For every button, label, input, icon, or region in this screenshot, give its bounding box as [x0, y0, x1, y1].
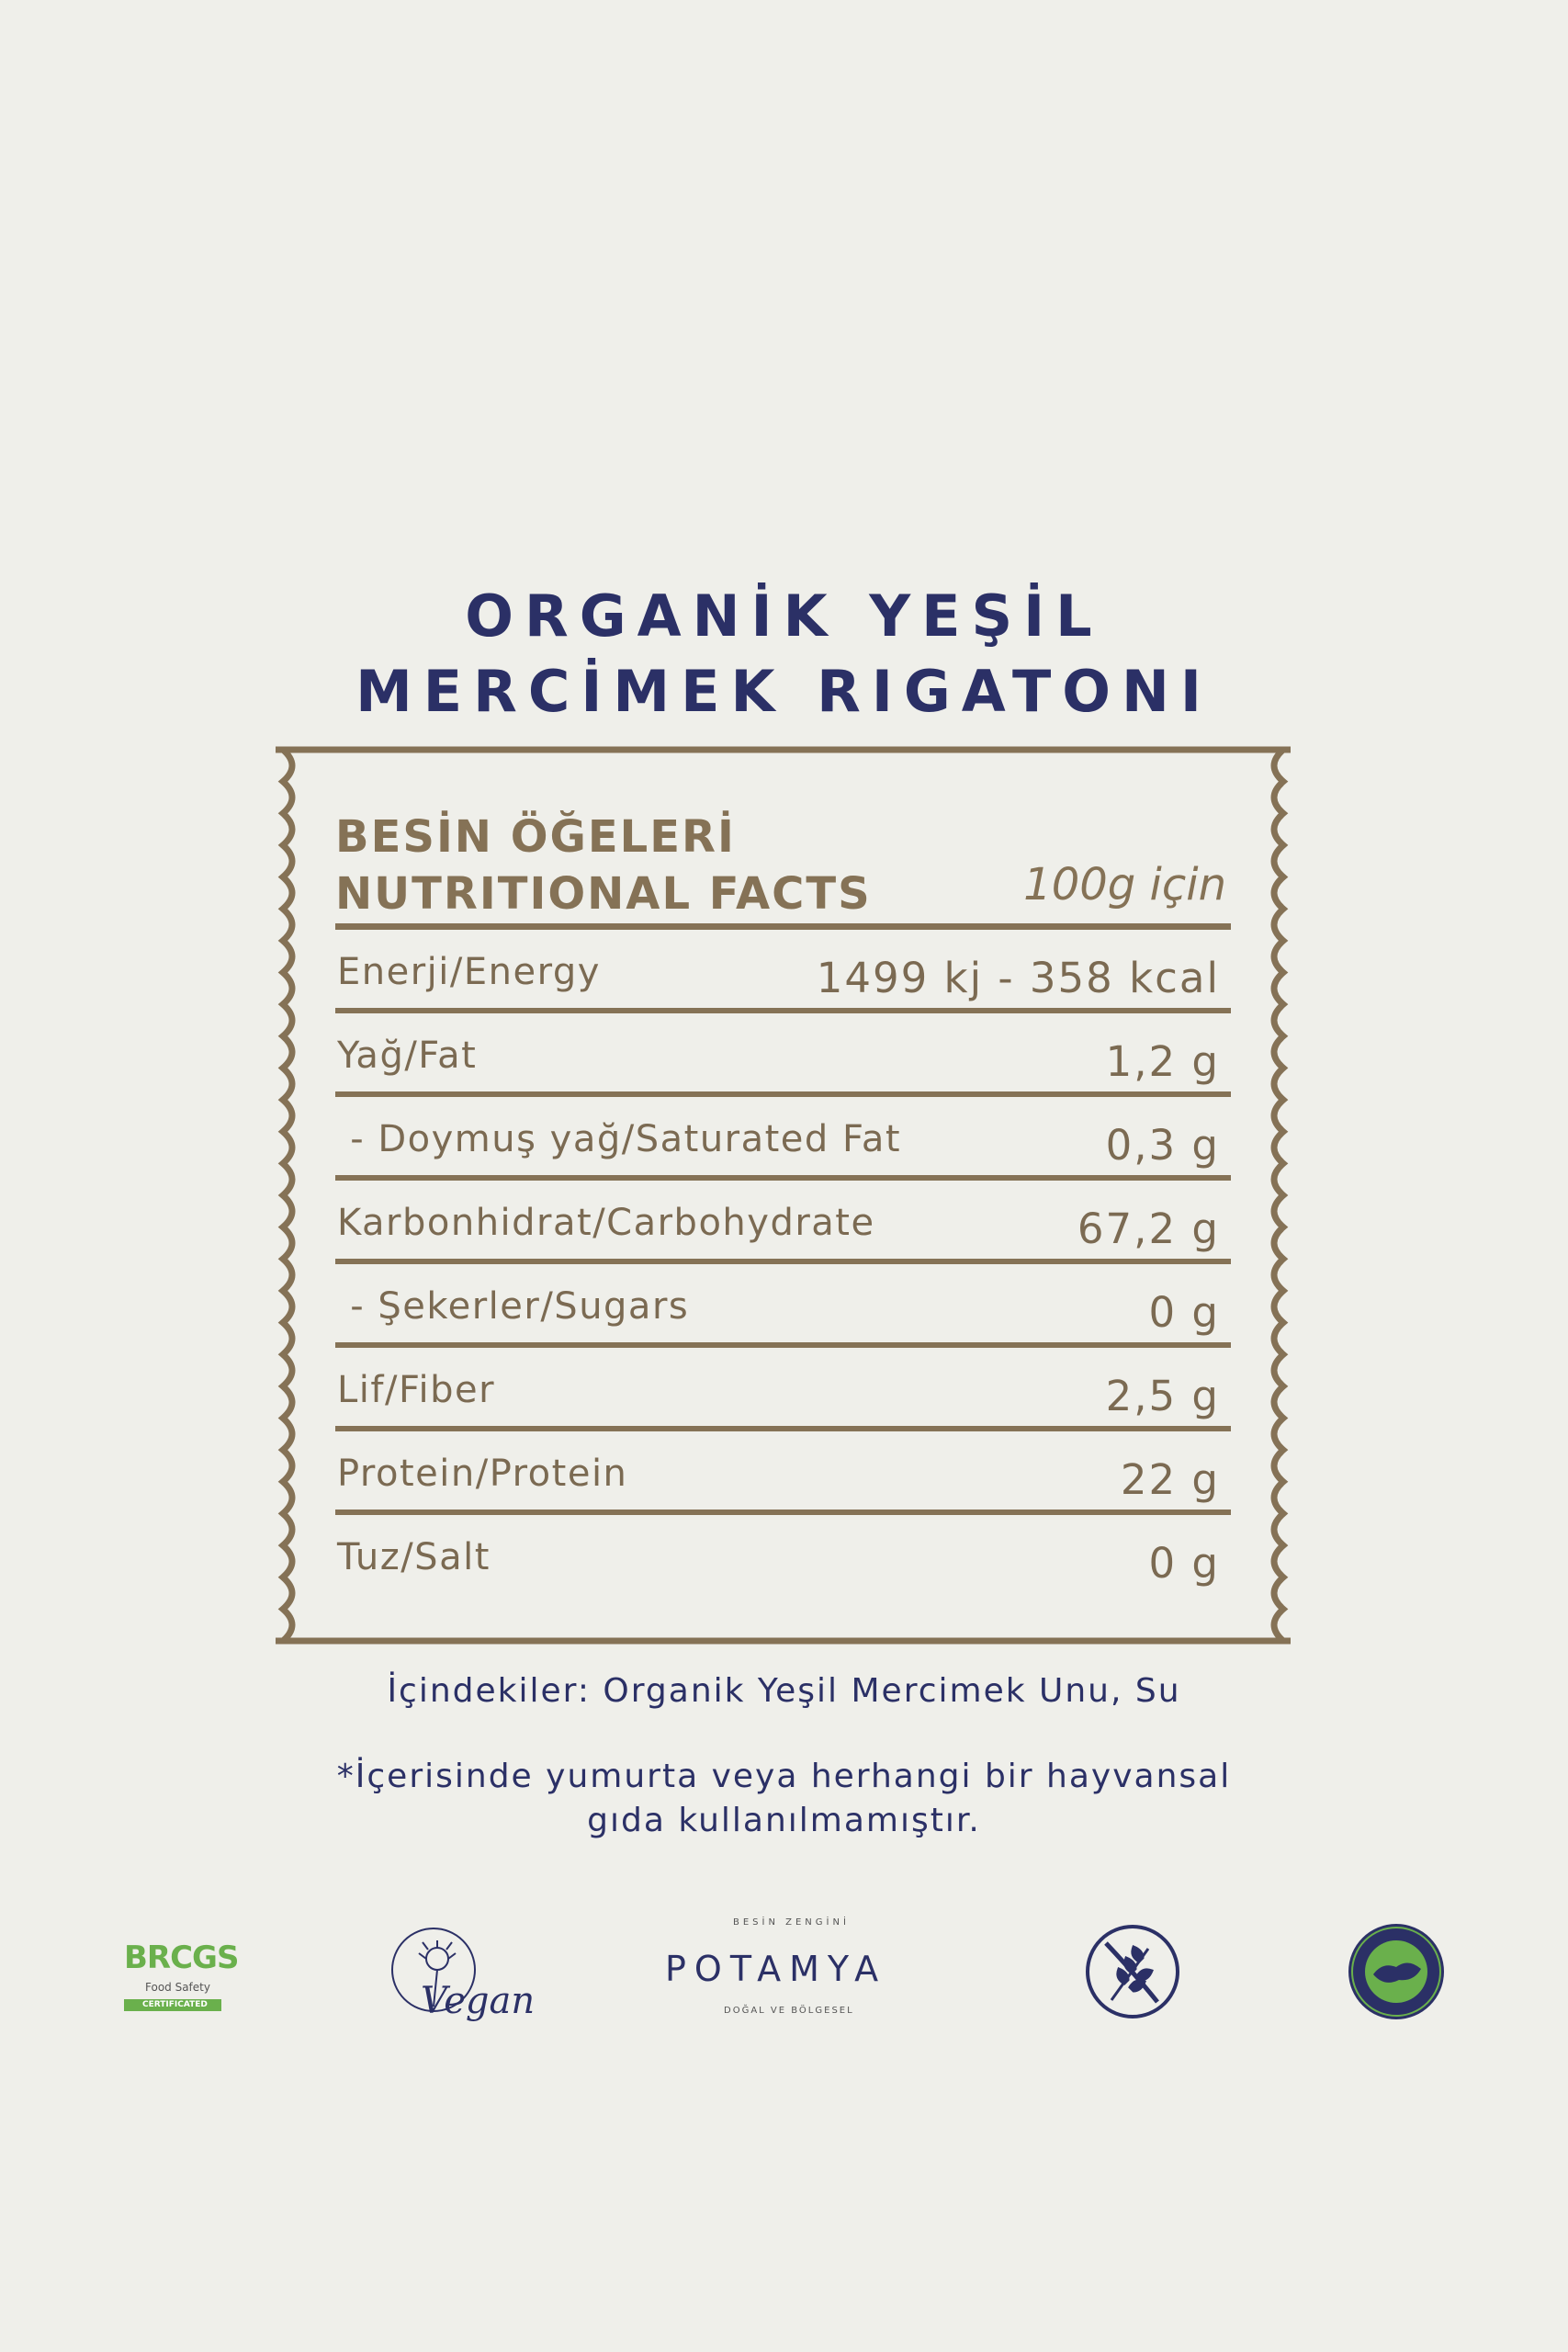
nutrition-row — [335, 1181, 1231, 1264]
nutrient-value: 67,2 g — [1077, 1204, 1220, 1253]
nutrient-value: 2,5 g — [1105, 1372, 1220, 1420]
nutrient-label: Enerji/Energy — [337, 951, 601, 993]
organic-farming-seal — [1346, 1921, 1447, 2022]
nutrient-value: 0 g — [1148, 1539, 1220, 1588]
nutrient-label: Karbonhidrat/Carbohydrate — [337, 1202, 875, 1244]
nutrition-row — [335, 930, 1231, 1013]
nutrition-row — [335, 1097, 1231, 1181]
nutrition-row — [335, 1348, 1231, 1431]
header-divider — [335, 923, 1231, 930]
nutrient-value: 1499 kj - 358 kcal — [816, 954, 1220, 1002]
potamya-logo — [661, 1911, 909, 2021]
brcgs-subtitle: Food Safety — [145, 1981, 210, 1994]
nutrient-value: 0,3 g — [1105, 1121, 1220, 1170]
nutrient-label: Lif/Fiber — [337, 1369, 496, 1411]
potamya-wordmark: POTAMYA — [665, 1949, 887, 1989]
nutrient-value: 1,2 g — [1105, 1037, 1220, 1086]
vegan-logo — [386, 1922, 536, 2032]
nutrition-heading-turkish: BESİN ÖĞELERİ — [335, 811, 736, 863]
crossed-grain-icon — [1084, 1923, 1181, 2020]
animal-free-note-line-2: gıda kullanılmamıştır. — [587, 1802, 981, 1839]
organic-seal-icon — [1346, 1921, 1447, 2022]
animal-free-note-line-1: *İçerisinde yumurta veya herhangi bir hayvansal — [336, 1758, 1232, 1795]
nutrient-label: Tuz/Salt — [337, 1536, 491, 1578]
product-title-line-2: MERCİMEK RIGATONI — [355, 658, 1213, 725]
product-title-line-1: ORGANİK YEŞİL — [465, 582, 1103, 650]
brcgs-logo — [122, 1939, 239, 2019]
nutrition-row — [335, 1264, 1231, 1348]
nutrient-label: Protein/Protein — [337, 1453, 628, 1495]
gluten-free-logo — [1084, 1923, 1181, 2020]
nutrition-row — [335, 1013, 1231, 1097]
nutrient-label: - Şekerler/Sugars — [337, 1285, 690, 1328]
nutrient-label: - Doymuş yağ/Saturated Fat — [337, 1118, 902, 1160]
ingredients-text: İçindekiler: Organik Yeşil Mercimek Unu, Su — [387, 1672, 1181, 1710]
nutrient-value: 0 g — [1148, 1288, 1220, 1337]
brcgs-wordmark: BRCGS — [124, 1939, 239, 1976]
nutrient-value: 22 g — [1120, 1455, 1220, 1504]
potamya-tagline-bottom: DOĞAL VE BÖLGESEL — [724, 2006, 854, 2016]
brcgs-badge — [124, 1999, 221, 2011]
serving-basis: 100g için — [1023, 859, 1226, 910]
nutrition-row — [335, 1515, 1231, 1599]
potamya-tagline-top: BESİN ZENGİNİ — [733, 1917, 850, 1928]
nutrition-heading-english: NUTRITIONAL FACTS — [335, 868, 872, 920]
nutrition-row — [335, 1431, 1231, 1515]
nutrient-label: Yağ/Fat — [337, 1035, 478, 1077]
brcgs-badge-text: CERTIFICATED — [142, 2000, 208, 2009]
nutrition-facts-panel — [276, 746, 1291, 1645]
vegan-wordmark: Vegan — [421, 1980, 536, 2022]
